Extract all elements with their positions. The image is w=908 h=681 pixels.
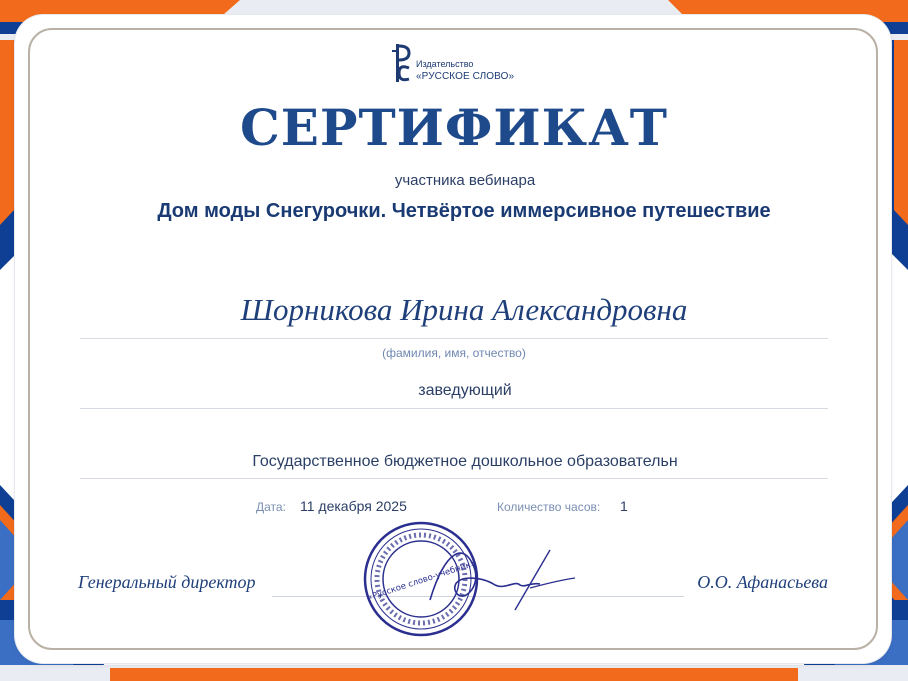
date-label: Дата: xyxy=(256,500,286,514)
hours-label: Количество часов: xyxy=(497,500,601,514)
participant-name: Шорникова Ирина Александровна xyxy=(240,292,688,327)
participant-organization: Государственное бюджетное дошкольное образовательн xyxy=(252,453,678,470)
name-caption: (фамилия, имя, отчество) xyxy=(382,346,526,360)
publisher-label: Издательство xyxy=(416,59,474,69)
publisher-name: «РУССКОЕ СЛОВО» xyxy=(416,71,515,82)
director-signature xyxy=(420,530,580,620)
date-value: 11 декабря 2025 xyxy=(300,498,407,514)
publisher-logo xyxy=(391,42,521,86)
signatory-role: Генеральный директор xyxy=(78,572,256,592)
certificate-title: СЕРТИФИКАТ xyxy=(239,98,669,157)
publisher-monogram-icon xyxy=(391,42,413,84)
certificate-subtitle: участника вебинара xyxy=(394,172,536,189)
webinar-title: Дом моды Снегурочки. Четвёртое иммерсивное путешествие xyxy=(157,200,771,222)
participant-position: заведующий xyxy=(418,382,512,399)
organization-underline xyxy=(80,478,828,479)
stamp-center-text: «Русское слово-учебник» xyxy=(366,558,478,604)
hours-value: 1 xyxy=(620,498,628,514)
signatory-name: О.О. Афанасьева xyxy=(697,572,828,592)
position-underline xyxy=(80,408,828,409)
name-underline xyxy=(80,338,828,339)
